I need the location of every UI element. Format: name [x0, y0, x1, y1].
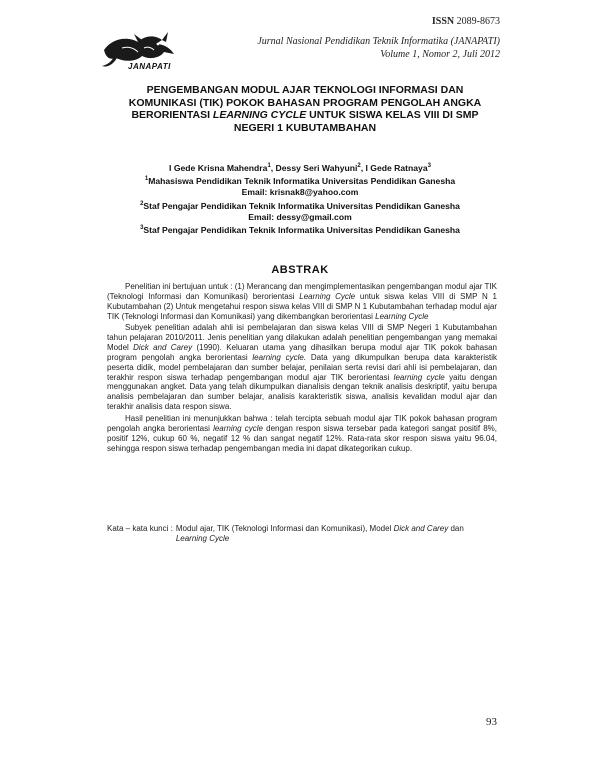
- title-line-1: PENGEMBANGAN MODUL AJAR TEKNOLOGI INFORMASI DAN: [146, 84, 464, 96]
- p2-em-3: learning cycle: [393, 372, 445, 382]
- p2-text-a: Subyek penelitian adalah ahli isi pembelajaran dan siswa kelas VIII di SMP Negeri 1 Kubutambahan tahun pelajaran 2010/2011. Jenis penelitian yang dilakukan adalah penelitian pengembangan yang memakai Model: [107, 323, 497, 353]
- author-names: [90, 161, 510, 174]
- p1-text-b: untuk siswa kelas VIII di SMP N 1 Kubutambahan (2) Untuk mengetahui respon siswa kelas VIII di SMP N 1 Kubutambahan terhadap modul ajar TIK (Teknologi Informasi dan Komunikasi) yang dikembangkan berorientasi: [107, 291, 497, 321]
- issn-number: 2089-8673: [456, 16, 500, 27]
- keywords-row: [107, 524, 497, 544]
- email-2: Email: dessy@gmail.com: [248, 211, 352, 222]
- p2-text-d: yaitu dengan menggunakan angket. Data yang telah dikumpulkan dianalisis dengan teknik analisis deskriptif, yaitu berupa analisis pembelajaran dan sumber belajar, analisis karakteristik siswa, analisis kevalidan modul ajar dan terakhir analisis data respon siswa.: [107, 372, 498, 412]
- p2-text-c: Data yang dikumpulkan berupa data karakteristik peserta didik, model pembelajaran dan sumber belajar, penilaian serta revisi dari ahli isi pembelajaran, dan terakhir respon siswa terhadap pengembangan modul ajar TIK berorientasi: [107, 352, 498, 382]
- issn-label: ISSN: [431, 16, 455, 27]
- keywords-em-2: Learning Cycle: [175, 534, 230, 543]
- title-line-3-pre: BERORIENTASI: [131, 109, 213, 121]
- logo-text: JANAPATI: [128, 62, 171, 71]
- authors-block: [90, 161, 510, 236]
- p3-text-a: Hasil penelitian ini menunjukkan bahwa : telah tercipta sebuah modul ajar TIK pokok bahasan program pengolah angka berorientasi: [107, 413, 497, 433]
- abstract-paragraph-2: [107, 323, 497, 412]
- author-2: , Dessy Seri Wahyuni: [270, 162, 358, 173]
- keywords: [107, 524, 497, 544]
- title-line-3-em: LEARNING CYCLE: [212, 109, 307, 121]
- affiliation-2-sup: 2: [140, 200, 144, 207]
- author-1: I Gede Krisna Mahendra: [169, 162, 268, 173]
- p1-em-2: Learning Cycle: [375, 311, 429, 321]
- p1-em-1: Learning Cycle: [299, 291, 356, 301]
- affiliation-2: [90, 199, 510, 212]
- abstract-body: [107, 282, 497, 455]
- affiliation-1: [90, 174, 510, 187]
- abstract-heading: ABSTRAK: [271, 264, 329, 276]
- affiliation-1-text: Mahasiswa Pendidikan Teknik Informatika Universitas Pendidikan Ganesha: [148, 176, 456, 187]
- affiliation-2-text: Staf Pengajar Pendidikan Teknik Informatika Universitas Pendidikan Ganesha: [143, 200, 460, 211]
- journal-info: [257, 35, 500, 61]
- p2-em-1: Dick and Carey: [133, 343, 193, 353]
- affiliation-3: [90, 223, 510, 236]
- title-line-4: NEGERI 1 KUBUTAMBAHAN: [233, 121, 377, 134]
- author-3-sup: 3: [427, 163, 431, 169]
- journal-volume: Volume 1, Nomor 2, Juli 2012: [380, 49, 500, 60]
- p3-text-b: dengan respon siswa tersebar pada kategori sangat positif 8%, positif 12%, cukup 60 %, negatif 12 % dan sangat negatif 12%. Rata-rata skor respon siswa yaitu 96.04, sehingga respon siswa terhadap pengembangan media ini dapat dikategorikan cukup.: [107, 423, 497, 453]
- affiliation-1-sup: 1: [144, 176, 149, 183]
- keywords-text-a: Modul ajar, TIK (Teknologi Informasi dan Komunikasi), Model: [175, 524, 394, 533]
- journal-name: Jurnal Nasional Pendidikan Teknik Informatika (JANAPATI): [257, 36, 500, 47]
- affiliation-3-sup: 3: [140, 225, 144, 232]
- p1-text-a: Penelitian ini bertujuan untuk : (1) Merancang dan mengimplementasikan pengembangan modul ajar TIK (Teknologi Informasi dan Komunikasi) berorientasi: [107, 282, 497, 301]
- p2-text-b: (1990). Keluaran utama yang dihasilkan berupa modul ajar TIK pokok bahasan program pengolah angka berorientasi: [107, 343, 497, 362]
- title-line-3-post: UNTUK SISWA KELAS VIII DI SMP: [306, 109, 479, 121]
- author-2-sup: 2: [357, 163, 361, 169]
- paper-title: [110, 84, 500, 134]
- title-line-2: KOMUNIKASI (TIK) POKOK BAHASAN PROGRAM PENGOLAH ANGKA: [128, 96, 482, 109]
- author-1-sup: 1: [267, 163, 271, 169]
- author-3: , I Gede Ratnaya: [360, 162, 428, 173]
- page-number: 93: [486, 716, 497, 728]
- keywords-label: Kata – kata kunci :: [107, 524, 173, 533]
- email-1: Email: krisnak8@yahoo.com: [241, 187, 359, 198]
- abstract-paragraph-1: [107, 282, 497, 321]
- p2-em-2: learning cycle.: [252, 352, 307, 362]
- p3-em-1: learning cycle: [213, 423, 263, 433]
- issn-line: [432, 16, 500, 27]
- abstract-paragraph-3: [107, 414, 497, 453]
- title-line-3: [110, 109, 500, 122]
- affiliation-3-text: Staf Pengajar Pendidikan Teknik Informatika Universitas Pendidikan Ganesha: [143, 224, 460, 235]
- keywords-em-1: Dick and Carey: [393, 524, 449, 533]
- keywords-value: [176, 524, 497, 544]
- keywords-text-b: dan: [448, 524, 464, 533]
